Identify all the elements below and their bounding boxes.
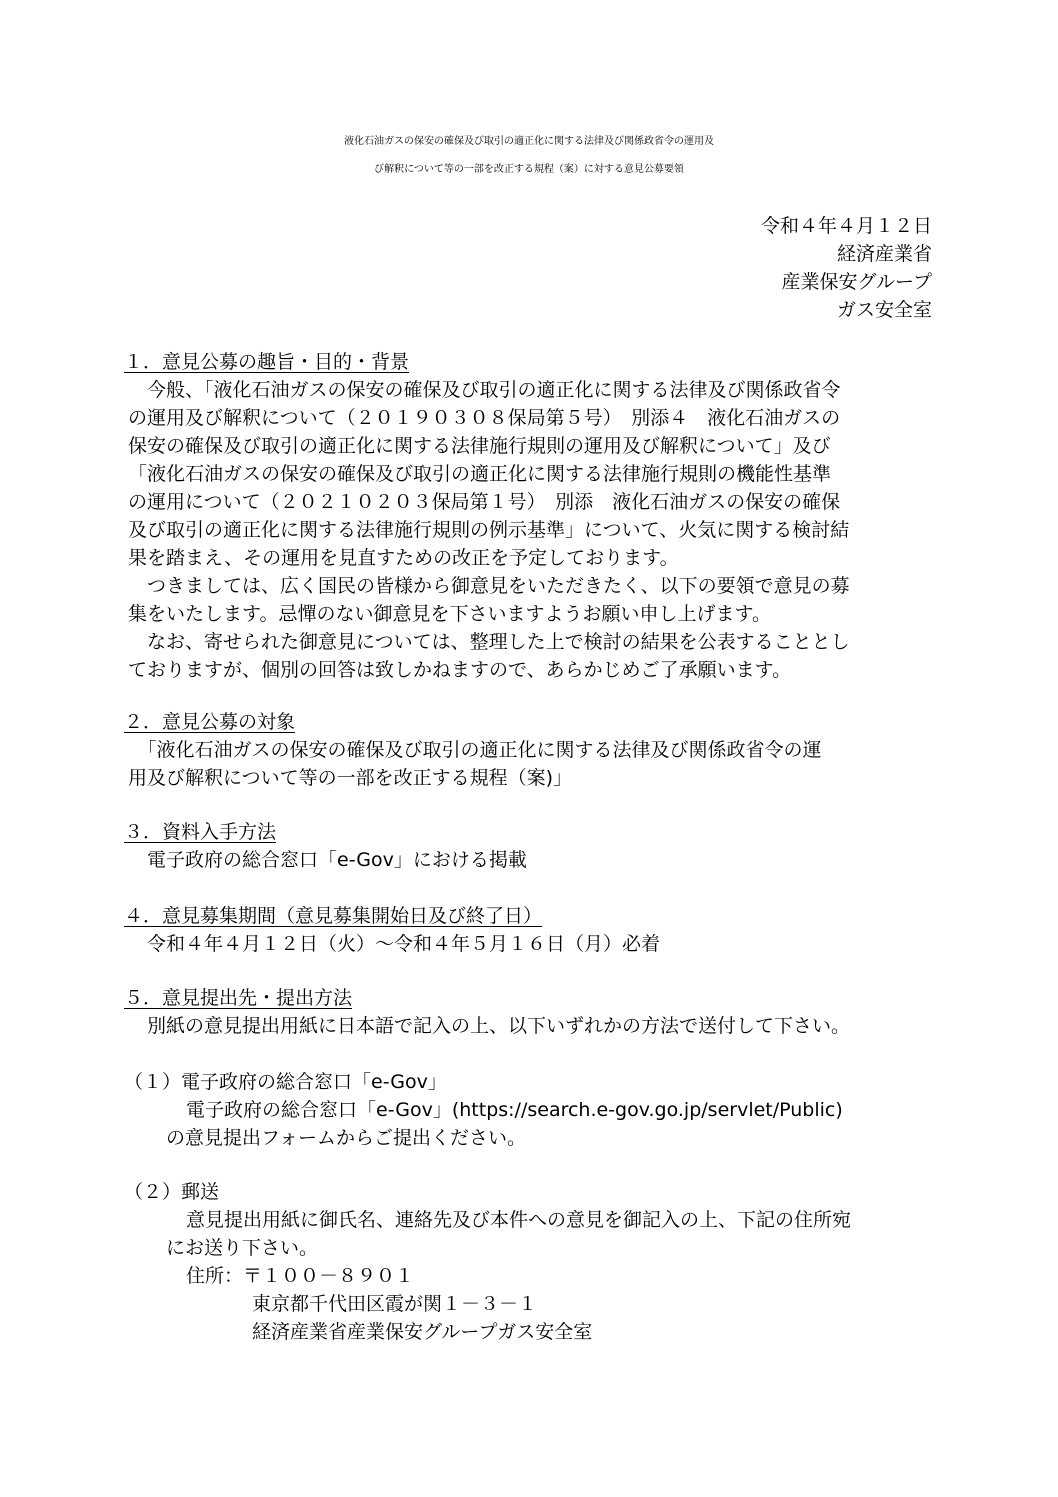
- item2-label: （２）郵送: [124, 1181, 220, 1203]
- section3-line: 電子政府の総合窓口「e-Gov」における掲載: [128, 849, 527, 871]
- item1-label: （１）電子政府の総合窓口「e-Gov」: [124, 1071, 447, 1093]
- item1-line-1: 電子政府の総合窓口「e-Gov」(https://search.e-gov.go.jp/servlet/Public): [186, 1099, 843, 1121]
- item1-line-2: の意見提出フォームからご提出ください。: [166, 1127, 527, 1149]
- issuer-office: ガス安全室: [836, 299, 932, 321]
- section4-line: 令和４年４月１２日（火）～令和４年５月１６日（月）必着: [128, 933, 661, 955]
- section1-line: なお、寄せられた御意見については、整理した上で検討の結果を公表することとし: [128, 631, 850, 653]
- section1-line: ておりますが、個別の回答は致しかねますので、あらかじめご了承願います。: [128, 659, 792, 681]
- section1-line: の運用及び解釈について（２０１９０３０８保局第５号） 別添４ 液化石油ガスの: [128, 407, 841, 429]
- address-line-1: 東京都千代田区霞が関１－３－１: [252, 1293, 538, 1315]
- section1-heading: １．意見公募の趣旨・目的・背景: [124, 351, 410, 373]
- section1-line: 今般、「液化石油ガスの保安の確保及び取引の適正化に関する法律及び関係政省令: [128, 379, 841, 401]
- title-line-1: 液化石油ガスの保安の確保及び取引の適正化に関する法律及び関係政省令の運用及: [344, 136, 714, 147]
- issuer-ministry: 経済産業省: [836, 243, 932, 265]
- section5-line: 別紙の意見提出用紙に日本語で記入の上、以下いずれかの方法で送付して下さい。: [128, 1015, 851, 1037]
- section4-heading: ４．意見募集期間（意見募集開始日及び終了日）: [124, 905, 543, 927]
- section2-line: 用及び解釈について等の一部を改正する規程（案)」: [128, 767, 573, 789]
- section1-line: 及び取引の適正化に関する法律施行規則の例示基準」について、火気に関する検討結: [128, 519, 850, 541]
- section1-line: の運用について（２０２１０２０３保局第１号） 別添 液化石油ガスの保安の確保: [128, 491, 841, 513]
- issuer-group: 産業保安グループ: [781, 271, 932, 293]
- address-line-2: 経済産業省産業保安グループガス安全室: [252, 1321, 593, 1343]
- section2-heading: ２．意見公募の対象: [124, 711, 296, 733]
- issuer-date: 令和４年４月１２日: [760, 215, 932, 237]
- title-line-2: び解釈について等の一部を改正する規程（案）に対する意見公募要領: [374, 164, 684, 175]
- item2-line-2: にお送り下さい。: [166, 1237, 319, 1259]
- section1-line: 集をいたします。忌憚のない御意見を下さいますようお願い申し上げます。: [128, 603, 771, 625]
- section1-line: つきましては、広く国民の皆様から御意見をいただきたく、以下の要領で意見の募: [128, 575, 850, 597]
- section1-line: 果を踏まえ、その運用を見直すための改正を予定しております。: [128, 547, 679, 569]
- item2-line-1: 意見提出用紙に御氏名、連絡先及び本件への意見を御記入の上、下記の住所宛: [186, 1209, 852, 1231]
- section1-line: 「液化石油ガスの保安の確保及び取引の適正化に関する法律施行規則の機能性基準: [128, 463, 832, 485]
- section2-line: 「液化石油ガスの保安の確保及び取引の適正化に関する法律及び関係政省令の運: [128, 739, 822, 761]
- section3-heading: ３．資料入手方法: [124, 821, 277, 843]
- section5-heading: ５．意見提出先・提出方法: [124, 987, 353, 1009]
- section1-line: 保安の確保及び取引の適正化に関する法律施行規則の運用及び解釈について」及び: [128, 435, 831, 457]
- address-label: 住所：〒１００－８９０１: [186, 1265, 415, 1287]
